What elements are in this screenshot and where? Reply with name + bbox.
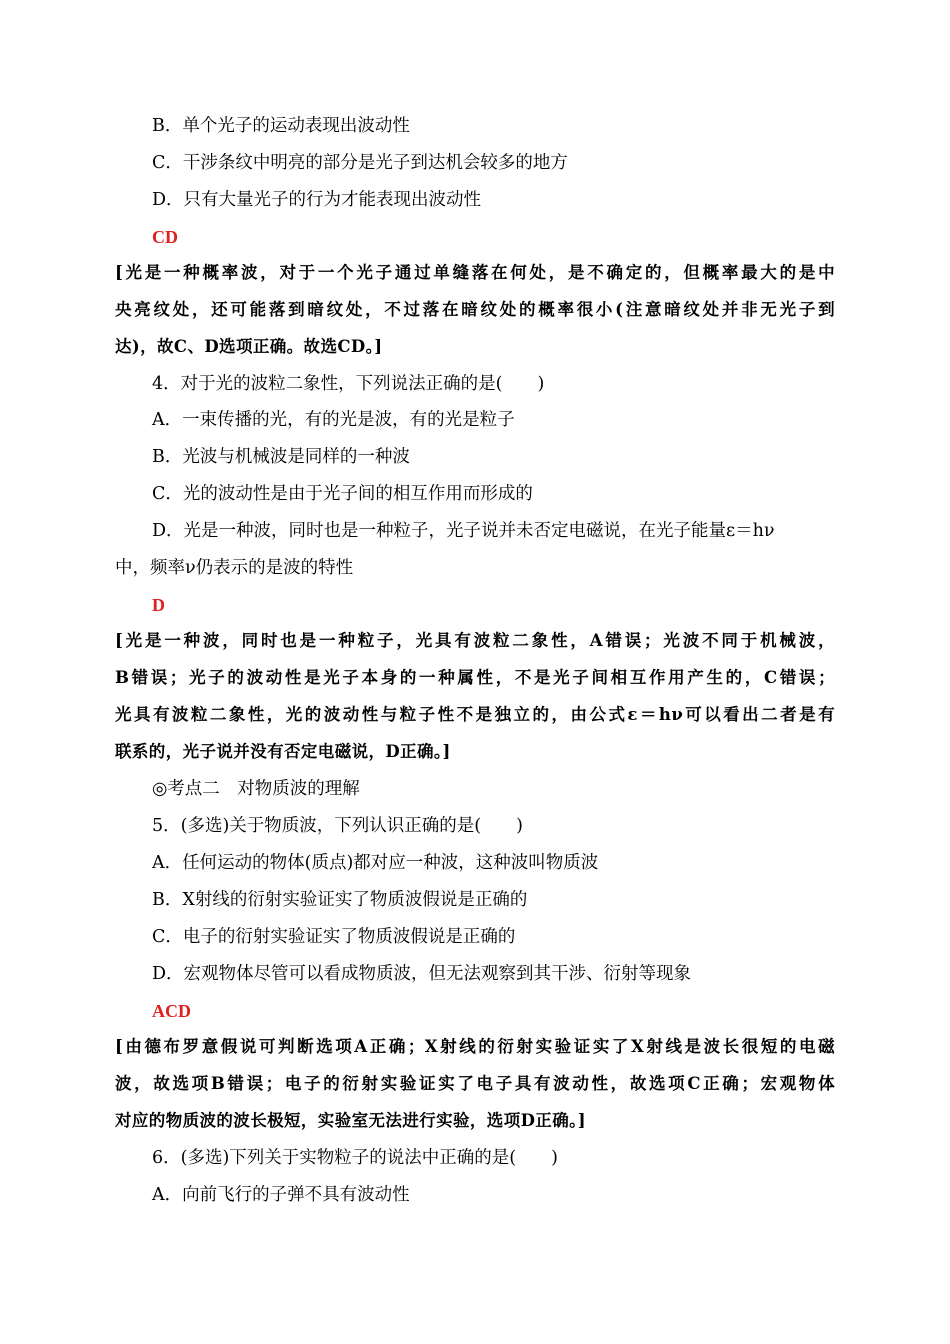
q6-stem: 6．(多选)下列关于实物粒子的说法中正确的是( ): [152, 1148, 558, 1168]
q5-explanation-line-1: [由德布罗意假说可判断选项A正确；X射线的衍射实验证实了X射线是波长很短的电磁: [115, 1037, 835, 1056]
q3-answer: CD: [152, 227, 178, 247]
q4-explanation-line-2: B错误；光子的波动性是光子本身的一种属性，不是光子间相互作用产生的，C错误；: [115, 668, 835, 687]
q3-explanation-line-3: 达)，故C、D选项正确。故选CD。]: [115, 337, 383, 356]
q3-explanation-line-2: 央亮纹处，还可能落到暗纹处，不过落在暗纹处的概率很小(注意暗纹处并非无光子到: [115, 300, 835, 319]
q4-option-a: A．一束传播的光，有的光是波，有的光是粒子: [152, 410, 515, 430]
q4-explanation-line-4: 联系的，光子说并没有否定电磁说，D正确。]: [115, 742, 451, 761]
q5-option-c: C．电子的衍射实验证实了物质波假说是正确的: [152, 927, 516, 947]
q4-option-d-line-1: D．光是一种波，同时也是一种粒子，光子说并未否定电磁说，在光子能量ε＝hν: [152, 521, 775, 541]
q3-explanation-line-1: [光是一种概率波，对于一个光子通过单缝落在何处，是不确定的，但概率最大的是中: [115, 263, 835, 282]
q3-option-b: B．单个光子的运动表现出波动性: [152, 116, 410, 136]
q3-option-d: D．只有大量光子的行为才能表现出波动性: [152, 190, 482, 210]
q5-explanation-line-2: 波，故选项B错误；电子的衍射实验证实了电子具有波动性，故选项C正确；宏观物体: [115, 1074, 835, 1093]
q4-option-c: C．光的波动性是由于光子间的相互作用而形成的: [152, 484, 533, 504]
q5-option-a: A．任何运动的物体(质点)都对应一种波，这种波叫物质波: [152, 853, 599, 873]
q5-stem: 5．(多选)关于物质波，下列认识正确的是( ): [152, 816, 523, 836]
q5-option-b: B．X射线的衍射实验证实了物质波假说是正确的: [152, 890, 528, 910]
q3-option-c: C．干涉条纹中明亮的部分是光子到达机会较多的地方: [152, 153, 568, 173]
q4-explanation-line-3: 光具有波粒二象性，光的波动性与粒子性不是独立的，由公式ε＝hν可以看出二者是有: [115, 705, 835, 724]
q5-option-d: D．宏观物体尽管可以看成物质波，但无法观察到其干涉、衍射等现象: [152, 964, 692, 984]
section-heading: ◎考点二 对物质波的理解: [152, 779, 360, 799]
q6-option-a: A．向前飞行的子弹不具有波动性: [152, 1185, 410, 1205]
q4-option-d-line-2: 中，频率ν仍表示的是波的特性: [115, 558, 354, 578]
q5-answer: ACD: [152, 1001, 191, 1021]
q4-answer: D: [152, 595, 165, 615]
q4-stem: 4．对于光的波粒二象性，下列说法正确的是( ): [152, 374, 545, 394]
q5-explanation-line-3: 对应的物质波的波长极短，实验室无法进行实验，选项D正确。]: [115, 1111, 586, 1130]
q4-option-b: B．光波与机械波是同样的一种波: [152, 447, 410, 467]
q4-explanation-line-1: [光是一种波，同时也是一种粒子，光具有波粒二象性，A错误；光波不同于机械波，: [115, 631, 835, 650]
